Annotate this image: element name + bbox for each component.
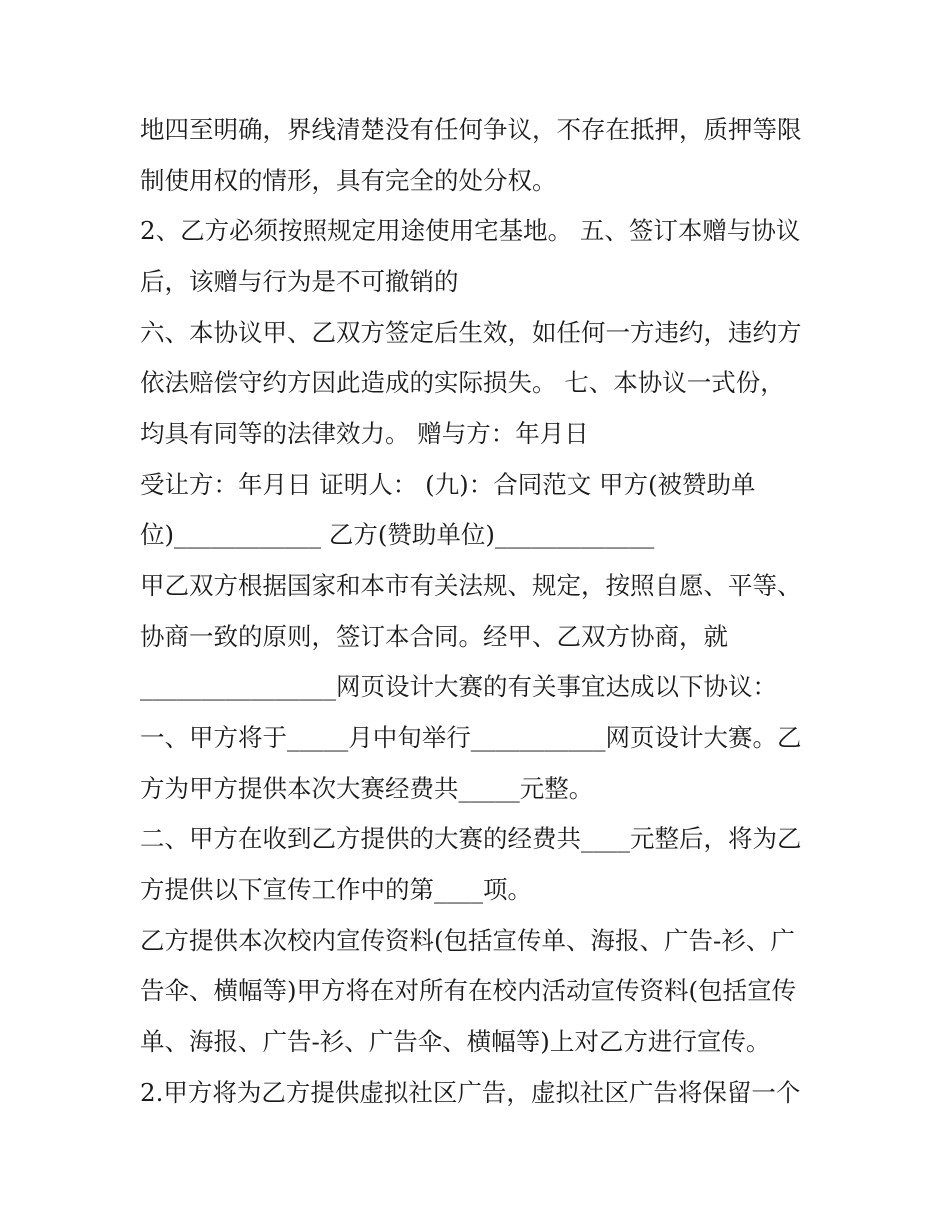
text-line: 方为甲方提供本次大赛经费共_____元整。 [140, 774, 594, 803]
text-line: 协商一致的原则，签订本合同。经甲、乙双方协商，就 [140, 622, 728, 651]
text-line: 均具有同等的法律效力。 赠与方：年月日 [140, 419, 589, 448]
text-line: 地四至明确，界线清楚没有任何争议，不存在抵押，质押等限 [140, 115, 802, 144]
text-line: 单、海报、广告-衫、广告伞、横幅等)上对乙方进行宣传。 [140, 1027, 771, 1056]
text-line: 位)____________ 乙方(赞助单位)_____________ [140, 520, 655, 549]
text-line: 制使用权的情形，具有完全的处分权。 [140, 166, 557, 195]
text-line: ________________网页设计大赛的有关事宜达成以下协议： [140, 672, 777, 701]
text-line: 受让方：年月日 证明人： (九)：合同范文 甲方(被赞助单 [140, 470, 756, 499]
text-line: 方提供以下宣传工作中的第____项。 [140, 875, 532, 904]
text-line: 后，该赠与行为是不可撤销的 [140, 267, 459, 296]
text-line: 二、甲方在收到乙方提供的大赛的经费共____元整后，将为乙 [140, 824, 802, 853]
text-line: 告伞、横幅等)甲方将在对所有在校内活动宣传资料(包括宣传 [140, 976, 797, 1005]
text-line: 乙方提供本次校内宣传资料(包括宣传单、海报、广告-衫、广 [140, 926, 795, 955]
text-line: 2、乙方必须按照规定用途使用宅基地。 五、签订本赠与协议 [140, 216, 801, 245]
text-line: 甲乙双方根据国家和本市有关法规、规定，按照自愿、平等、 [140, 571, 802, 600]
text-line: 一、甲方将于_____月中旬举行___________网页设计大赛。乙 [140, 723, 802, 752]
text-line: 六、本协议甲、乙双方签定后生效，如任何一方违约，违约方 [140, 318, 802, 347]
text-line: 2.甲方将为乙方提供虚拟社区广告，虚拟社区广告将保留一个 [140, 1078, 801, 1107]
text-line: 依法赔偿守约方因此造成的实际损失。 七、本协议一式份， [140, 368, 785, 397]
